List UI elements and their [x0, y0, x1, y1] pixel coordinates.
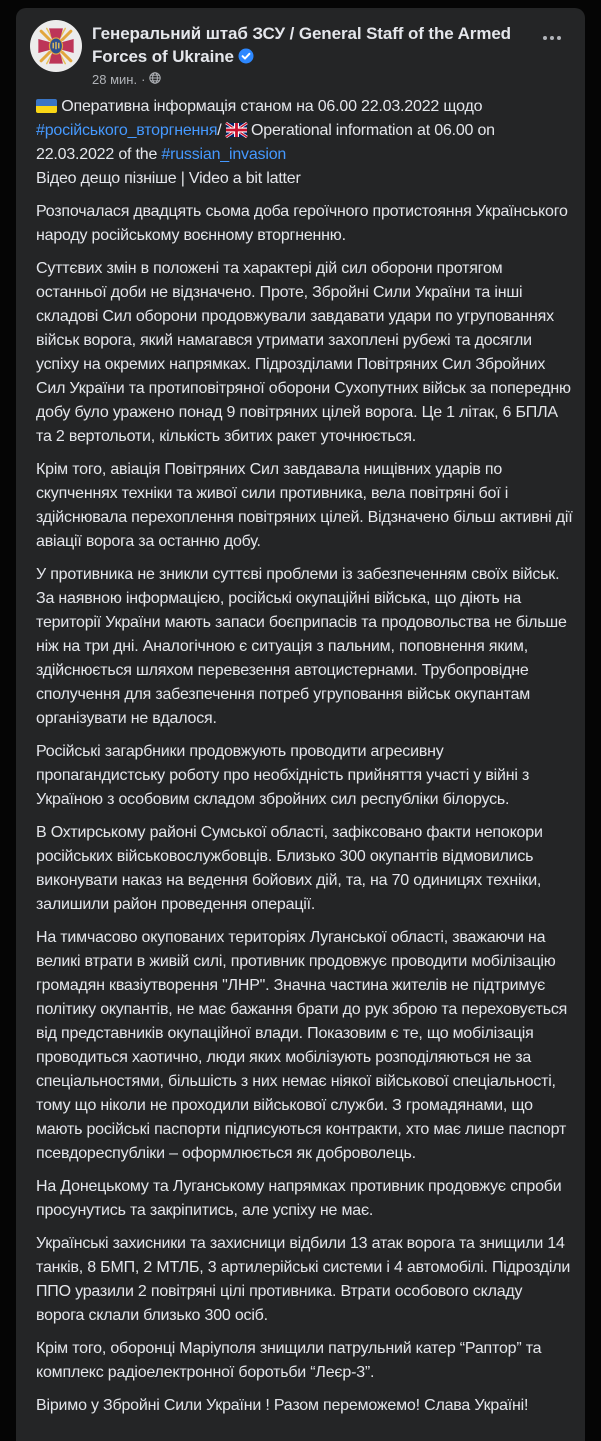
- post-paragraph: Віримо у Збройні Сили України ! Разом переможемо! Слава Україні!: [36, 1397, 529, 1414]
- page-name-link[interactable]: Генеральний штаб ЗСУ / General Staff of the Armed Forces of Ukraine: [92, 24, 511, 66]
- post-paragraph: Російські загарбники продовжують проводити агресивну пропагандистську роботу про необхідність прийняття участі у війні з Україною з особовим складом збройних сил республіки білорусь.: [36, 743, 530, 808]
- verified-badge-icon: [238, 48, 254, 69]
- post-timestamp[interactable]: 28 мин.: [92, 72, 138, 87]
- ellipsis-dot: [557, 36, 561, 40]
- post-paragraph: Суттєвих змін в положені та характері дій сил оборони протягом останньої доби не відзначено. Проте, Збройні Сили України та інші складові Сил оборони продовжували завдавати удари по угрупованнях військ ворога, який намагався утримати захоплені рубежі та досягли успіху на окремих напрямках. Підрозділами Повітряних Сил Збройних Сил України та протиповітряної оборони Сухопутних військ за попередню добу було уражено понад 9 повітряних цілей ворога. Це 1 літак, 6 БПЛА та 2 вертольоти, кількість збитих ракет уточнюється.: [36, 260, 571, 445]
- facebook-post-card: [16, 8, 585, 1441]
- post-paragraph: Крім того, авіація Повітряних Сил завдавала нищівних ударів по скупченнях техніки та живої сили противника, вела повітряні бої і здійснювала перехоплення повітряних цілей. Відзначено більш активні дії авіації ворога за останню добу.: [36, 461, 573, 550]
- post-content: [16, 93, 585, 1441]
- intro-separator: /: [217, 122, 226, 139]
- page-title-row: [92, 22, 522, 69]
- post-header: [16, 8, 585, 93]
- meta-separator: ·: [141, 72, 146, 87]
- intro-text-en: Operational information at 06.00 on 22.03.2022 of the: [36, 122, 495, 163]
- ukraine-flag-icon: [36, 99, 57, 113]
- post-intro-paragraph: [36, 95, 573, 167]
- hashtag-russian-invasion-en-link[interactable]: #russian_invasion: [161, 146, 287, 163]
- post-options-button[interactable]: [537, 30, 567, 46]
- uk-flag-icon: [226, 121, 247, 135]
- intro-text-ua: Оперативна інформація станом на 06.00 22.03.2022 щодо: [57, 98, 483, 115]
- post-paragraph: В Охтирському районі Сумської області, зафіксовано факти непокори російських військовослужбовців. Близько 300 окупантів відмовились виконувати наказ на ведення бойових дій, та, на 70 одиницях техніки, залишили район проведення операції.: [36, 824, 543, 913]
- post-paragraph: Розпочалася двадцять сьома доба героїчного протистояння Українського народу російському воєнному вторгненню.: [36, 203, 568, 244]
- header-text-block: [92, 20, 522, 87]
- post-paragraph: На Донецькому та Луганському напрямках противник продовжує спроби просунутись та закріпитись, але успіху не має.: [36, 1178, 562, 1219]
- hashtag-russian-invasion-ua-link[interactable]: #російського_вторгнення: [36, 122, 218, 139]
- video-note-line: Відео дещо пізніше | Video a bit latter: [36, 170, 301, 187]
- post-paragraph: Крім того, оборонці Маріуполя знищили патрульний катер “Раптор” та комплекс радіоелектронної боротьби “Леєр-3”.: [36, 1340, 542, 1381]
- page-avatar[interactable]: [30, 20, 82, 72]
- globe-audience-icon: [149, 72, 161, 87]
- post-meta-row: [92, 72, 522, 87]
- post-paragraph: У противника не зникли суттєві проблеми із забезпеченням своїх військ. За наявною інформацією, російські окупаційні війська, що діють на території України мають запаси боєприпасів та продовольства не більше ніж на три дні. Аналогічною є ситуація з пальним, поповнення яким, здійснюється шляхом перевезення автоцистернами. Трубопровідне сполучення для забезпечення потреб угруповання військ окупантам організувати не вдалося.: [36, 566, 567, 727]
- general-staff-emblem-icon: [30, 20, 82, 72]
- ellipsis-dot: [550, 36, 554, 40]
- ellipsis-dot: [543, 36, 547, 40]
- post-paragraph: Українські захисники та захисници відбили 13 атак ворога та знищили 14 танків, 8 БМП, 2 МТЛБ, 3 артилерійські системи і 4 автомобілі. Підрозділи ППО уразили 2 повітряні цілі противника. Втрати особового складу ворога склали близько 300 осіб.: [36, 1235, 571, 1324]
- post-paragraph: На тимчасово окупованих територіях Луганської області, зважаючи на великі втрати в живій силі, противник продовжує проводити мобілізацію громадян квазіутворення "ЛНР". Значна частина жителів не підтримує політику окупантів, не має бажання брати до рук зброю та переховується від представників окупаційної влади. Показовим є те, що мобілізація проводиться хаотично, люди яких мобілізують розподіляються не за спеціальностями, більшість з них немає ніякої військової спеціальності, тому що ніколи не проходили військової служби. З громадянами, що мають російські паспорти підписуються контракти, хто має лише паспорт псевдореспубліки – оформлюється як доброволець.: [36, 929, 568, 1162]
